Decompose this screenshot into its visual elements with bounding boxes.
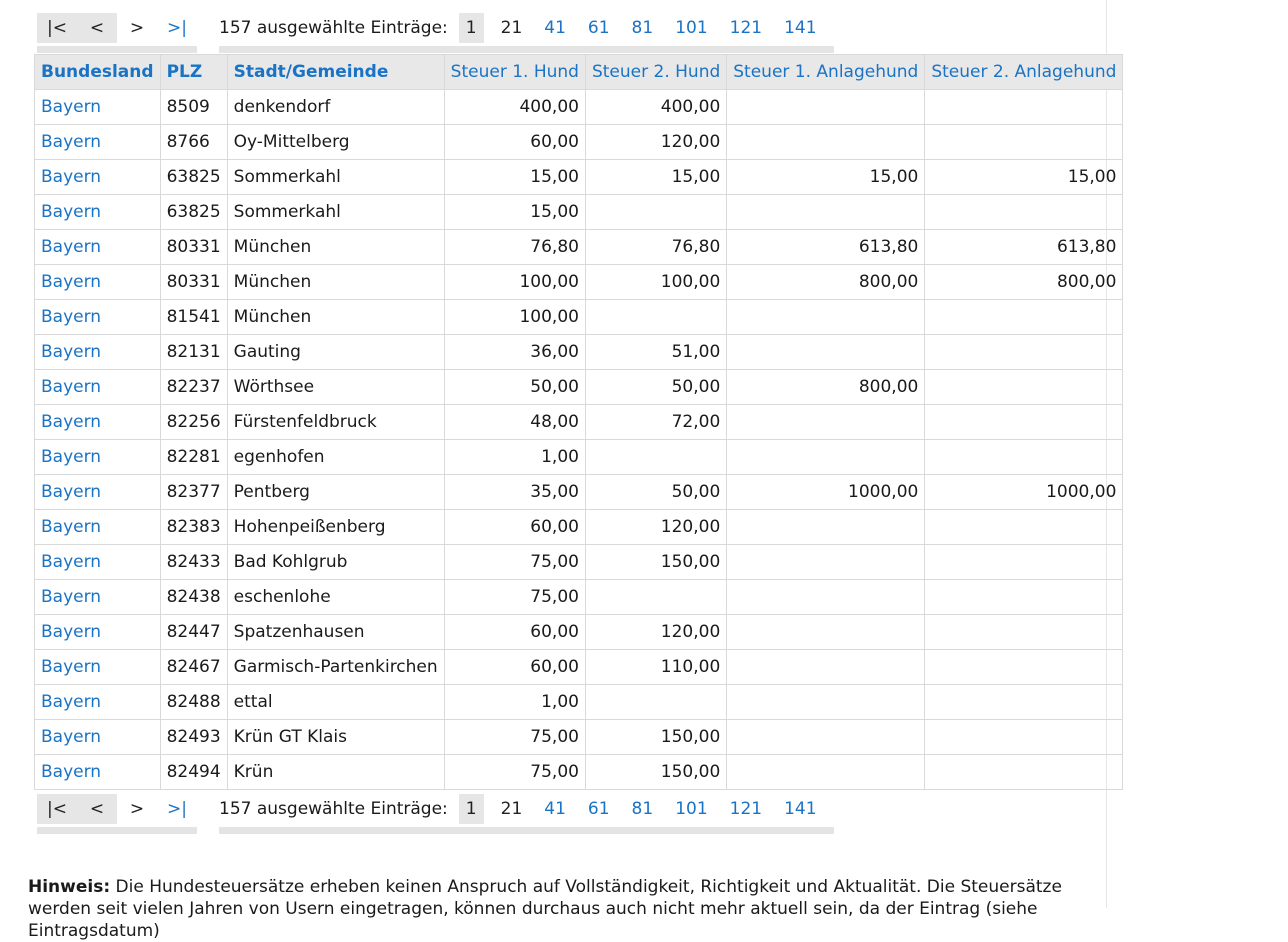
page-link[interactable]: 81 [631, 799, 654, 819]
cell-steuer-1-hund: 75,00 [444, 755, 585, 790]
column-header-bundesland[interactable]: Bundesland [35, 55, 161, 90]
cell-stadt: München [227, 230, 444, 265]
page-link[interactable]: 101 [675, 18, 708, 38]
cell-bundesland[interactable]: Bayern [35, 160, 161, 195]
cell-bundesland[interactable]: Bayern [35, 335, 161, 370]
table-row [35, 685, 1123, 720]
cell-stadt: Spatzenhausen [227, 615, 444, 650]
cell-plz: 82383 [160, 510, 227, 545]
cell-steuer-1-hund: 1,00 [444, 685, 585, 720]
cell-stadt: Gauting [227, 335, 444, 370]
cell-steuer-1-hund: 36,00 [444, 335, 585, 370]
cell-steuer-1-hund: 75,00 [444, 580, 585, 615]
cell-bundesland[interactable]: Bayern [35, 440, 161, 475]
cell-stadt: Pentberg [227, 475, 444, 510]
cell-steuer-1-anlagehund [727, 300, 925, 335]
table-row [35, 545, 1123, 580]
cell-steuer-1-hund: 48,00 [444, 405, 585, 440]
cell-stadt: Bad Kohlgrub [227, 545, 444, 580]
page-link[interactable]: 81 [631, 18, 654, 38]
pager-pages-group [219, 791, 834, 834]
cell-bundesland[interactable]: Bayern [35, 265, 161, 300]
cell-steuer-1-hund: 76,80 [444, 230, 585, 265]
cell-stadt: denkendorf [227, 90, 444, 125]
cell-steuer-1-hund: 60,00 [444, 125, 585, 160]
cell-steuer-2-anlagehund [925, 300, 1123, 335]
cell-steuer-1-anlagehund [727, 755, 925, 790]
cell-stadt: Sommerkahl [227, 195, 444, 230]
table-body [35, 90, 1123, 790]
cell-plz: 82377 [160, 475, 227, 510]
cell-steuer-2-anlagehund [925, 650, 1123, 685]
cell-steuer-1-hund: 75,00 [444, 720, 585, 755]
cell-stadt: Fürstenfeldbruck [227, 405, 444, 440]
cell-stadt: München [227, 265, 444, 300]
cell-plz: 82256 [160, 405, 227, 440]
last-page-button[interactable]: >| [167, 799, 187, 819]
table-row [35, 370, 1123, 405]
prev-page-button[interactable]: < [77, 13, 117, 43]
table-row [35, 580, 1123, 615]
cell-steuer-2-hund: 120,00 [585, 125, 726, 160]
cell-bundesland[interactable]: Bayern [35, 125, 161, 160]
cell-bundesland[interactable]: Bayern [35, 370, 161, 405]
cell-plz: 80331 [160, 265, 227, 300]
column-header-steuer-1-anlagehund[interactable]: Steuer 1. Anlagehund [727, 55, 925, 90]
cell-steuer-2-hund: 100,00 [585, 265, 726, 300]
cell-bundesland[interactable]: Bayern [35, 755, 161, 790]
pager-bottom [37, 791, 834, 831]
table-row [35, 90, 1123, 125]
cell-steuer-1-anlagehund: 15,00 [727, 160, 925, 195]
table-row [35, 265, 1123, 300]
column-header-steuer-2-hund[interactable]: Steuer 2. Hund [585, 55, 726, 90]
next-page-button[interactable]: > [129, 18, 145, 38]
cell-steuer-2-anlagehund [925, 405, 1123, 440]
table-row [35, 300, 1123, 335]
cell-steuer-1-hund: 75,00 [444, 545, 585, 580]
table-row [35, 335, 1123, 370]
table-row [35, 755, 1123, 790]
column-header-steuer-2-anlagehund[interactable]: Steuer 2. Anlagehund [925, 55, 1123, 90]
table-row [35, 405, 1123, 440]
cell-steuer-1-anlagehund: 800,00 [727, 370, 925, 405]
cell-plz: 8509 [160, 90, 227, 125]
cell-steuer-2-anlagehund: 15,00 [925, 160, 1123, 195]
cell-steuer-2-hund: 50,00 [585, 475, 726, 510]
page-link[interactable]: 101 [675, 799, 708, 819]
column-header-stadt[interactable]: Stadt/Gemeinde [227, 55, 444, 90]
cell-steuer-1-hund: 50,00 [444, 370, 585, 405]
cell-bundesland[interactable]: Bayern [35, 475, 161, 510]
cell-steuer-2-hund: 400,00 [585, 90, 726, 125]
cell-plz: 82467 [160, 650, 227, 685]
cell-steuer-2-hund: 51,00 [585, 335, 726, 370]
cell-steuer-1-hund: 100,00 [444, 265, 585, 300]
cell-steuer-1-anlagehund [727, 405, 925, 440]
first-page-button[interactable]: |< [37, 794, 77, 824]
cell-plz: 82488 [160, 685, 227, 720]
pager-nav-group [37, 791, 197, 834]
hint-paragraph [28, 876, 1068, 942]
page-link[interactable]: 141 [784, 799, 817, 819]
column-header-steuer-1-hund[interactable]: Steuer 1. Hund [444, 55, 585, 90]
cell-steuer-2-anlagehund: 1000,00 [925, 475, 1123, 510]
cell-steuer-1-anlagehund [727, 510, 925, 545]
cell-bundesland[interactable]: Bayern [35, 685, 161, 720]
cell-steuer-1-anlagehund [727, 125, 925, 160]
cell-stadt: Krün GT Klais [227, 720, 444, 755]
cell-steuer-2-anlagehund: 613,80 [925, 230, 1123, 265]
cell-steuer-1-anlagehund [727, 545, 925, 580]
cell-steuer-2-anlagehund [925, 720, 1123, 755]
result-count-label: 157 ausgewählte Einträge: [219, 18, 448, 38]
cell-stadt: eschenlohe [227, 580, 444, 615]
page-link[interactable]: 21 [500, 18, 523, 38]
cell-stadt: Wörthsee [227, 370, 444, 405]
cell-steuer-1-anlagehund [727, 685, 925, 720]
cell-steuer-2-hund [585, 300, 726, 335]
cell-steuer-2-hund [585, 580, 726, 615]
page-link[interactable]: 121 [729, 18, 763, 38]
table-row [35, 160, 1123, 195]
cell-steuer-2-anlagehund: 800,00 [925, 265, 1123, 300]
page-link[interactable]: 41 [544, 799, 566, 819]
page-link[interactable]: 41 [544, 18, 566, 38]
cell-steuer-2-hund: 76,80 [585, 230, 726, 265]
cell-bundesland[interactable]: Bayern [35, 510, 161, 545]
cell-bundesland[interactable]: Bayern [35, 230, 161, 265]
cell-steuer-1-anlagehund [727, 615, 925, 650]
cell-plz: 82281 [160, 440, 227, 475]
cell-stadt: ettal [227, 685, 444, 720]
table-row [35, 230, 1123, 265]
cell-stadt: Sommerkahl [227, 160, 444, 195]
cell-steuer-1-hund: 60,00 [444, 650, 585, 685]
cell-steuer-2-anlagehund [925, 370, 1123, 405]
table-row [35, 510, 1123, 545]
cell-stadt: München [227, 300, 444, 335]
cell-steuer-1-anlagehund [727, 440, 925, 475]
cell-steuer-2-anlagehund [925, 545, 1123, 580]
cell-steuer-1-anlagehund [727, 720, 925, 755]
page-link-current: 1 [459, 794, 484, 824]
table-row [35, 195, 1123, 230]
prev-page-button[interactable]: < [77, 794, 117, 824]
cell-steuer-1-anlagehund: 800,00 [727, 265, 925, 300]
cell-steuer-2-hund: 110,00 [585, 650, 726, 685]
cell-steuer-2-anlagehund [925, 195, 1123, 230]
cell-steuer-1-hund: 60,00 [444, 510, 585, 545]
cell-bundesland[interactable]: Bayern [35, 615, 161, 650]
pager-pages-group [219, 10, 834, 53]
page-link[interactable]: 121 [729, 799, 763, 819]
table-header-row [35, 55, 1123, 90]
dog-tax-table [34, 54, 1123, 790]
cell-steuer-2-hund: 150,00 [585, 545, 726, 580]
cell-steuer-1-hund: 15,00 [444, 160, 585, 195]
cell-steuer-1-hund: 100,00 [444, 300, 585, 335]
page-link[interactable]: 141 [784, 18, 817, 38]
cell-steuer-2-anlagehund [925, 755, 1123, 790]
cell-plz: 81541 [160, 300, 227, 335]
cell-steuer-1-anlagehund [727, 335, 925, 370]
cell-stadt: Krün [227, 755, 444, 790]
cell-steuer-1-anlagehund [727, 650, 925, 685]
cell-steuer-2-hund [585, 685, 726, 720]
pager-top [37, 10, 834, 50]
cell-plz: 82494 [160, 755, 227, 790]
page-link[interactable]: 61 [587, 18, 610, 38]
last-page-button[interactable]: >| [167, 18, 187, 38]
cell-plz: 8766 [160, 125, 227, 160]
next-page-button[interactable]: > [129, 799, 145, 819]
table-row [35, 615, 1123, 650]
table-row [35, 440, 1123, 475]
cell-steuer-2-hund: 50,00 [585, 370, 726, 405]
cell-steuer-1-hund: 35,00 [444, 475, 585, 510]
result-count-label: 157 ausgewählte Einträge: [219, 799, 448, 819]
cell-bundesland[interactable]: Bayern [35, 720, 161, 755]
cell-steuer-2-anlagehund [925, 90, 1123, 125]
cell-bundesland[interactable]: Bayern [35, 650, 161, 685]
cell-plz: 82131 [160, 335, 227, 370]
cell-steuer-2-hund: 15,00 [585, 160, 726, 195]
cell-steuer-1-hund: 15,00 [444, 195, 585, 230]
cell-steuer-2-hund: 150,00 [585, 755, 726, 790]
cell-steuer-2-anlagehund [925, 440, 1123, 475]
cell-steuer-2-anlagehund [925, 510, 1123, 545]
cell-steuer-1-anlagehund [727, 195, 925, 230]
cell-steuer-1-hund: 1,00 [444, 440, 585, 475]
cell-steuer-1-anlagehund [727, 580, 925, 615]
cell-plz: 82438 [160, 580, 227, 615]
cell-steuer-1-hund: 400,00 [444, 90, 585, 125]
cell-bundesland[interactable]: Bayern [35, 545, 161, 580]
cell-bundesland[interactable]: Bayern [35, 405, 161, 440]
cell-plz: 63825 [160, 195, 227, 230]
cell-steuer-1-anlagehund [727, 90, 925, 125]
cell-steuer-2-hund: 150,00 [585, 720, 726, 755]
cell-steuer-1-anlagehund: 1000,00 [727, 475, 925, 510]
first-page-button[interactable]: |< [37, 13, 77, 43]
cell-bundesland[interactable]: Bayern [35, 580, 161, 615]
cell-steuer-2-hund: 72,00 [585, 405, 726, 440]
cell-bundesland[interactable]: Bayern [35, 300, 161, 335]
cell-steuer-2-hund [585, 440, 726, 475]
cell-steuer-2-anlagehund [925, 685, 1123, 720]
cell-steuer-2-hund: 120,00 [585, 510, 726, 545]
page-link-current: 1 [459, 13, 484, 43]
cell-plz: 80331 [160, 230, 227, 265]
cell-stadt: egenhofen [227, 440, 444, 475]
cell-stadt: Garmisch-Partenkirchen [227, 650, 444, 685]
cell-bundesland[interactable]: Bayern [35, 90, 161, 125]
cell-plz: 82433 [160, 545, 227, 580]
cell-steuer-2-hund: 120,00 [585, 615, 726, 650]
cell-plz: 82447 [160, 615, 227, 650]
cell-plz: 82493 [160, 720, 227, 755]
cell-stadt: Hohenpeißenberg [227, 510, 444, 545]
hint-text: Die Hundesteuersätze erheben keinen Anspruch auf Vollständigkeit, Richtigkeit und Aktualität. Die Steuersätze werden seit vielen Jahren von Usern eingetragen, können durchaus auch nicht mehr aktuell sein, da der Eintrag (siehe Eintragsdatum) [28, 877, 1062, 941]
cell-steuer-2-anlagehund [925, 125, 1123, 160]
table-row [35, 475, 1123, 510]
page-link[interactable]: 21 [500, 799, 523, 819]
table-row [35, 650, 1123, 685]
cell-steuer-1-anlagehund: 613,80 [727, 230, 925, 265]
page-link[interactable]: 61 [587, 799, 610, 819]
cell-steuer-2-anlagehund [925, 580, 1123, 615]
table-row [35, 720, 1123, 755]
cell-plz: 63825 [160, 160, 227, 195]
cell-steuer-2-hund [585, 195, 726, 230]
table-row [35, 125, 1123, 160]
cell-stadt: Oy-Mittelberg [227, 125, 444, 160]
cell-plz: 82237 [160, 370, 227, 405]
cell-bundesland[interactable]: Bayern [35, 195, 161, 230]
column-header-plz[interactable]: PLZ [160, 55, 227, 90]
pager-nav-group [37, 10, 197, 53]
cell-steuer-2-anlagehund [925, 335, 1123, 370]
hint-label: Hinweis: [28, 877, 111, 897]
cell-steuer-2-anlagehund [925, 615, 1123, 650]
cell-steuer-1-hund: 60,00 [444, 615, 585, 650]
